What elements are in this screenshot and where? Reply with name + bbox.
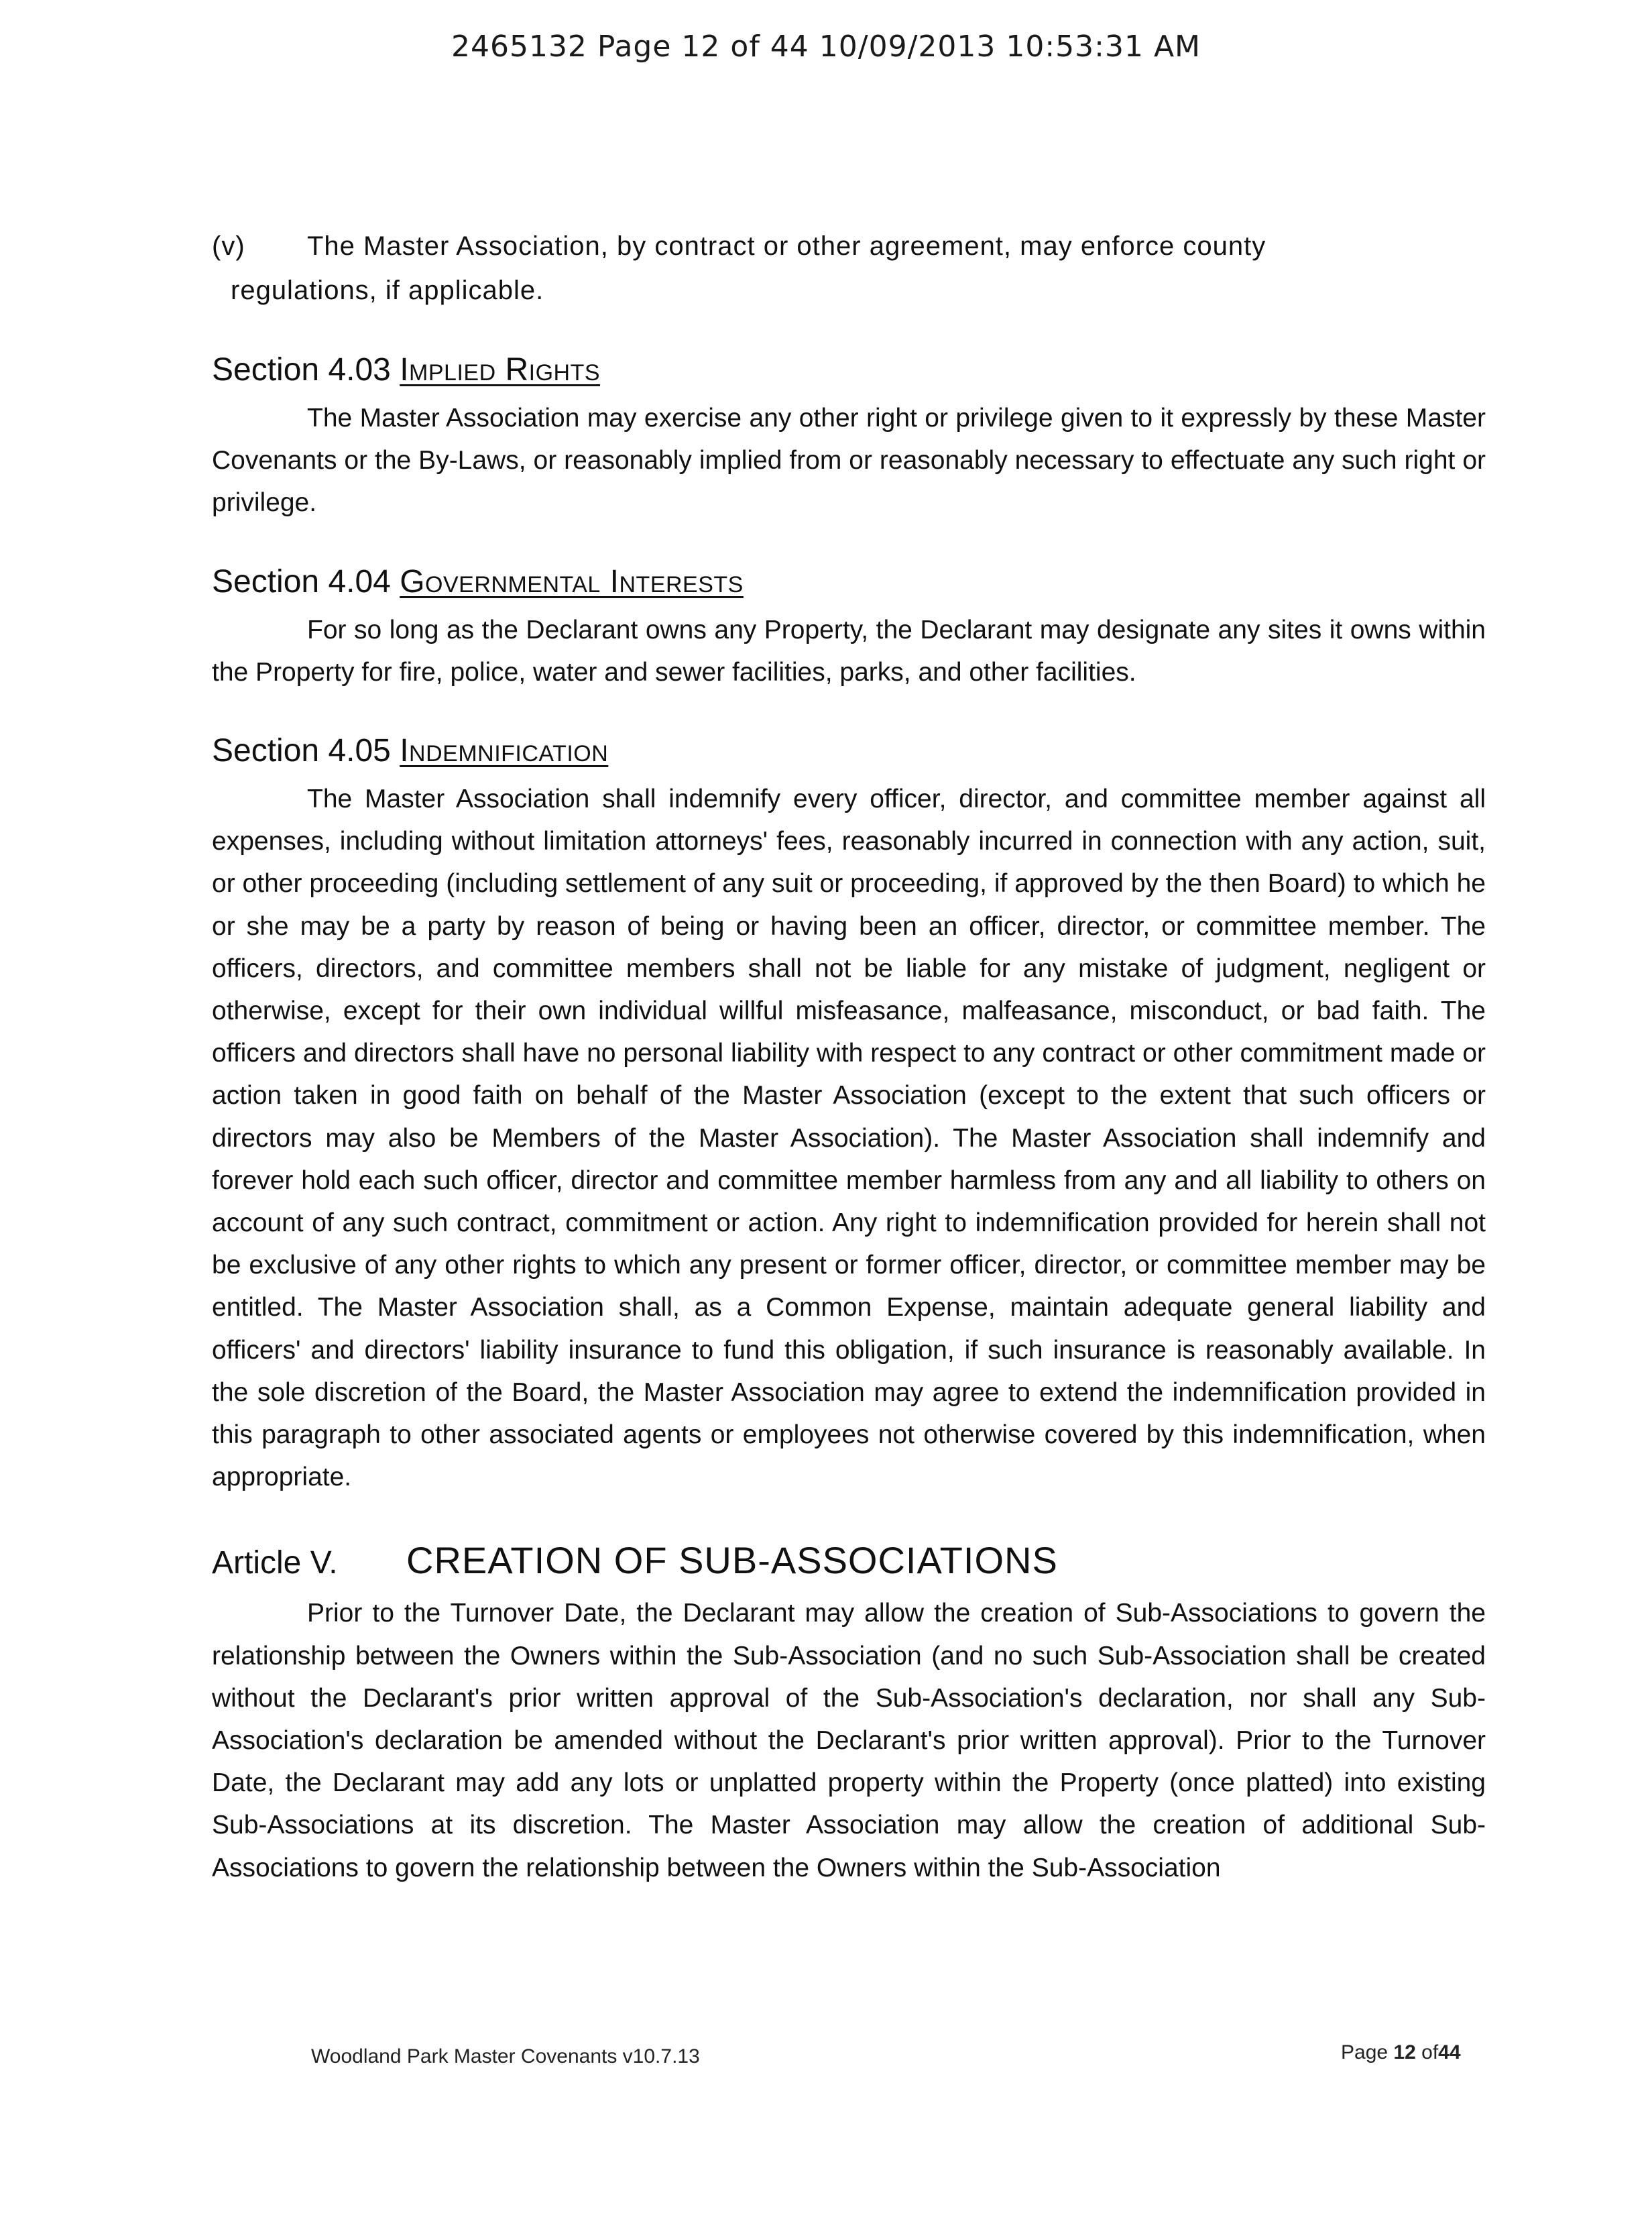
footer-document-name: Woodland Park Master Covenants v10.7.13 (311, 2045, 700, 2067)
section-title: Indemnification (400, 733, 609, 769)
list-item-v-label: (v) (212, 231, 245, 261)
article-title: CREATION OF SUB-ASSOCIATIONS (406, 1539, 1058, 1582)
page-content (212, 224, 1486, 1889)
footer-page-total: 44 (1438, 2041, 1461, 2063)
section-heading-4-04 (212, 561, 1486, 604)
recording-stamp: 2465132 Page 12 of 44 10/09/2013 10:53:31 AM (451, 30, 1201, 64)
list-item-v (212, 224, 1486, 313)
section-body-4-04: For so long as the Declarant owns any Property, the Declarant may designate any sites it owns within the Property for fire, police, water and sewer facilities, parks, and other facilities. (212, 615, 1486, 687)
section-body-4-05: The Master Association shall indemnify every officer, director, and committee member against all expenses, including without limitation attorneys' fees, reasonably incurred in connection with any action, suit, or other proceeding (including settlement of any suit or proceeding, if approved by the then Board) to which he or she may be a party by reason of being or having been an officer, director, or committee member. The officers, directors, and committee members shall not be liable for any mistake of judgment, negligent or otherwise, except for their own individual willful misfeasance, malfeasance, misconduct, or bad faith. The officers and directors shall have no personal liability with respect to any contract or other commitment made or action taken in good faith on behalf of the Master Association (except to the extent that such officers or directors may also be Members of the Master Association). The Master Association shall indemnify and forever hold each such officer, director and committee member harmless from any and all liability to others on account of any such contract, commitment or action. Any right to indemnification provided for herein shall not be exclusive of any other rights to which any present or former officer, director, or committee member may be entitled. The Master Association shall, as a Common Expense, maintain adequate general liability and officers' and directors' liability insurance to fund this obligation, if such insurance is reasonably available. In the sole discretion of the Board, the Master Association may agree to extend the indemnification provided in this paragraph to other associated agents or employees not otherwise covered by this indemnification, when appropriate. (212, 785, 1486, 1492)
article-number: Article V. (212, 1545, 338, 1581)
list-item-v-text-first: The Master Association, by contract or other agreement, may enforce county (307, 231, 1266, 261)
section-title: Implied Rights (400, 352, 601, 388)
section-number: Section 4.04 (212, 563, 391, 600)
section-title: Governmental Interests (400, 563, 744, 600)
list-item-v-first-line (212, 224, 1486, 268)
section-number: Section 4.03 (212, 352, 391, 388)
list-item-v-text-rest: regulations, if applicable. (231, 276, 544, 305)
article-body-v: Prior to the Turnover Date, the Declarant may allow the creation of Sub-Associations to govern the relationship between the Owners within the Sub-Association (and no such Sub-Association shall be created without the Declarant's prior written approval of the Sub-Association's declaration, nor shall any Sub-Association's declaration be amended without the Declarant's prior written approval). Prior to the Turnover Date, the Declarant may add any lots or unplatted property within the Property (once platted) into existing Sub-Associations at its discretion. The Master Association may allow the creation of additional Sub-Associations to govern the relationship between the Owners within the Sub-Association (212, 1599, 1486, 1882)
footer-page-of: of (1421, 2041, 1439, 2063)
section-body-4-03: The Master Association may exercise any other right or privilege given to it expressly by these Master Covenants or the By-Laws, or reasonably implied from or reasonably necessary to effectuate any such right or privilege. (212, 404, 1486, 518)
footer-page-number (1341, 2041, 1461, 2064)
footer-page-current: 12 (1393, 2041, 1416, 2063)
section-heading-4-05 (212, 730, 1486, 773)
article-heading-v (212, 1537, 1486, 1587)
footer-page-prefix: Page (1341, 2041, 1389, 2063)
section-heading-4-03 (212, 349, 1486, 392)
section-number: Section 4.05 (212, 733, 391, 769)
